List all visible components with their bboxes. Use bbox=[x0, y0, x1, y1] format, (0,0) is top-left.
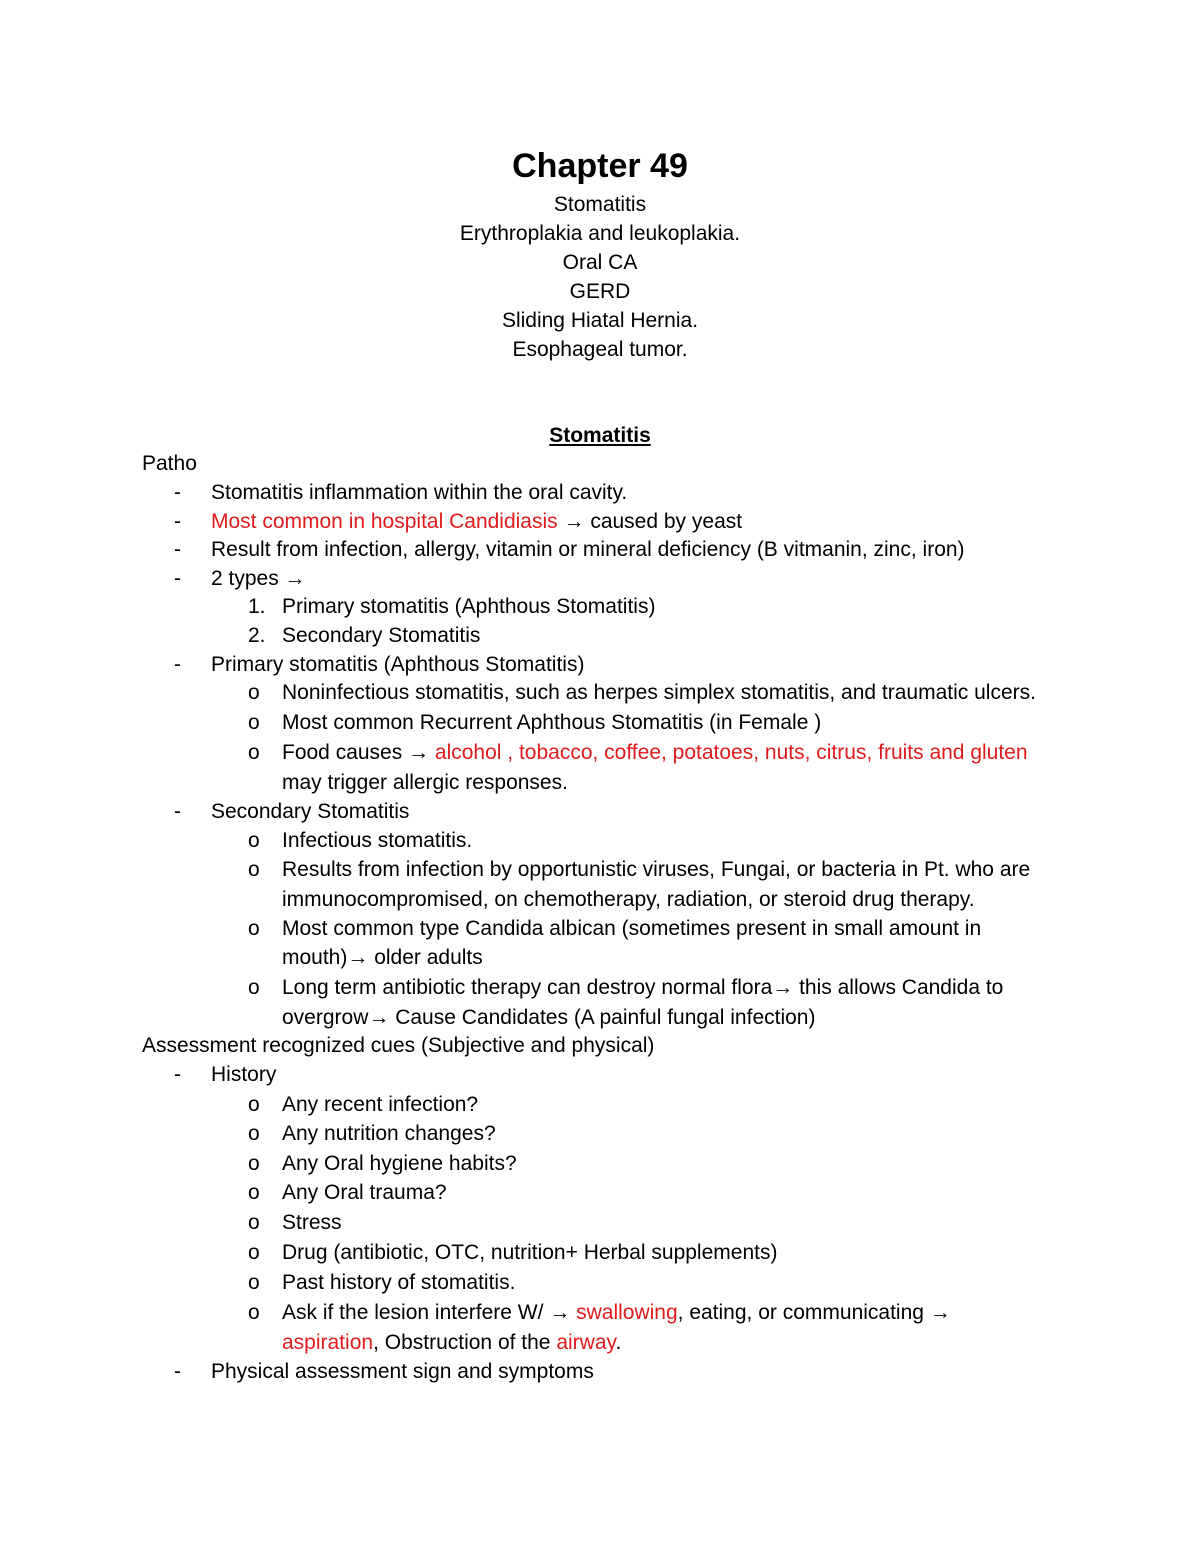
physical-heading: Physical assessment sign and symptoms bbox=[211, 1360, 594, 1383]
circle-bullet: o bbox=[248, 681, 260, 704]
circle-bullet: o bbox=[248, 1122, 260, 1145]
patho-item: Result from infection, allergy, vitamin or mineral deficiency (B vitmanin, zinc, iron) bbox=[211, 538, 965, 561]
secondary-item: Long term antibiotic therapy can destroy normal flora→ this allows Candida to bbox=[282, 976, 1004, 999]
chapter-title: Chapter 49 bbox=[512, 147, 688, 185]
circle-bullet: o bbox=[248, 1241, 260, 1264]
primary-item-continuation: may trigger allergic responses. bbox=[282, 771, 568, 794]
patho-heading: Patho bbox=[142, 452, 197, 475]
secondary-item: Results from infection by opportunistic viruses, Fungai, or bacteria in Pt. who are bbox=[282, 858, 1031, 881]
topic-item: GERD bbox=[569, 280, 631, 303]
circle-bullet: o bbox=[248, 1301, 260, 1324]
primary-item: Noninfectious stomatitis, such as herpes simplex stomatitis, and traumatic ulcers. bbox=[282, 681, 1036, 704]
dash-bullet: - bbox=[174, 481, 181, 504]
primary-item: Most common Recurrent Aphthous Stomatitis (in Female ) bbox=[282, 711, 822, 734]
primary-heading: Primary stomatitis (Aphthous Stomatitis) bbox=[211, 653, 585, 676]
history-item: Stress bbox=[282, 1211, 342, 1234]
history-item: Any recent infection? bbox=[282, 1093, 479, 1116]
type-item: Primary stomatitis (Aphthous Stomatitis) bbox=[282, 595, 656, 618]
section-heading: Stomatitis bbox=[549, 424, 651, 447]
circle-bullet: o bbox=[248, 917, 260, 940]
history-item: Any Oral hygiene habits? bbox=[282, 1152, 517, 1175]
topic-item: Sliding Hiatal Hernia. bbox=[501, 309, 699, 332]
secondary-item: Infectious stomatitis. bbox=[282, 829, 473, 852]
circle-bullet: o bbox=[248, 976, 260, 999]
circle-bullet: o bbox=[248, 1271, 260, 1294]
dash-bullet: - bbox=[174, 1063, 181, 1086]
secondary-item: Most common type Candida albican (sometimes present in small amount in bbox=[282, 917, 982, 940]
circle-bullet: o bbox=[248, 1181, 260, 1204]
highlight-text: airway bbox=[556, 1331, 616, 1354]
list-number: 1. bbox=[248, 595, 266, 618]
circle-bullet: o bbox=[248, 1093, 260, 1116]
topic-item: Erythroplakia and leukoplakia. bbox=[459, 222, 741, 245]
circle-bullet: o bbox=[248, 711, 260, 734]
patho-item: 2 types → bbox=[211, 567, 306, 590]
dash-bullet: - bbox=[174, 538, 181, 561]
patho-item: Stomatitis inflammation within the oral cavity. bbox=[211, 481, 628, 504]
circle-bullet: o bbox=[248, 1211, 260, 1234]
topic-item: Esophageal tumor. bbox=[512, 338, 688, 361]
secondary-item-continuation: immunocompromised, on chemotherapy, radiation, or steroid drug therapy. bbox=[282, 888, 975, 911]
circle-bullet: o bbox=[248, 858, 260, 881]
dash-bullet: - bbox=[174, 653, 181, 676]
history-heading: History bbox=[211, 1063, 277, 1086]
dash-bullet: - bbox=[174, 800, 181, 823]
history-item: Ask if the lesion interfere W/ → swallowing, eating, or communicating → bbox=[282, 1301, 951, 1324]
secondary-heading: Secondary Stomatitis bbox=[211, 800, 410, 823]
dash-bullet: - bbox=[174, 510, 181, 533]
history-item: Drug (antibiotic, OTC, nutrition+ Herbal supplements) bbox=[282, 1241, 778, 1264]
highlight-text: aspiration bbox=[282, 1331, 374, 1354]
topic-item: Oral CA bbox=[562, 251, 638, 274]
history-item-continuation: aspiration, Obstruction of the airway. bbox=[282, 1331, 622, 1354]
history-item: Any nutrition changes? bbox=[282, 1122, 496, 1145]
topic-item: Stomatitis bbox=[553, 193, 647, 216]
circle-bullet: o bbox=[248, 741, 260, 764]
history-item: Any Oral trauma? bbox=[282, 1181, 447, 1204]
circle-bullet: o bbox=[248, 1152, 260, 1175]
highlight-text: alcohol , tobacco, coffee, potatoes, nuts, citrus, fruits and gluten bbox=[434, 741, 1028, 764]
assessment-heading: Assessment recognized cues (Subjective and physical) bbox=[142, 1034, 655, 1057]
chapter-topics-list bbox=[0, 190, 1200, 364]
dash-bullet: - bbox=[174, 567, 181, 590]
history-item: Past history of stomatitis. bbox=[282, 1271, 516, 1294]
type-item: Secondary Stomatitis bbox=[282, 624, 481, 647]
secondary-item-continuation: mouth)→ older adults bbox=[282, 946, 483, 969]
secondary-item-continuation: overgrow→ Cause Candidates (A painful fungal infection) bbox=[282, 1006, 816, 1029]
highlight-text: Most common in hospital Candidiasis bbox=[211, 510, 558, 533]
list-number: 2. bbox=[248, 624, 266, 647]
dash-bullet: - bbox=[174, 1360, 181, 1383]
patho-item: Most common in hospital Candidiasis → caused by yeast bbox=[211, 510, 743, 533]
primary-item: Food causes → alcohol , tobacco, coffee, potatoes, nuts, citrus, fruits and gluten bbox=[282, 741, 1028, 764]
circle-bullet: o bbox=[248, 829, 260, 852]
highlight-text: swallowing bbox=[576, 1301, 678, 1324]
